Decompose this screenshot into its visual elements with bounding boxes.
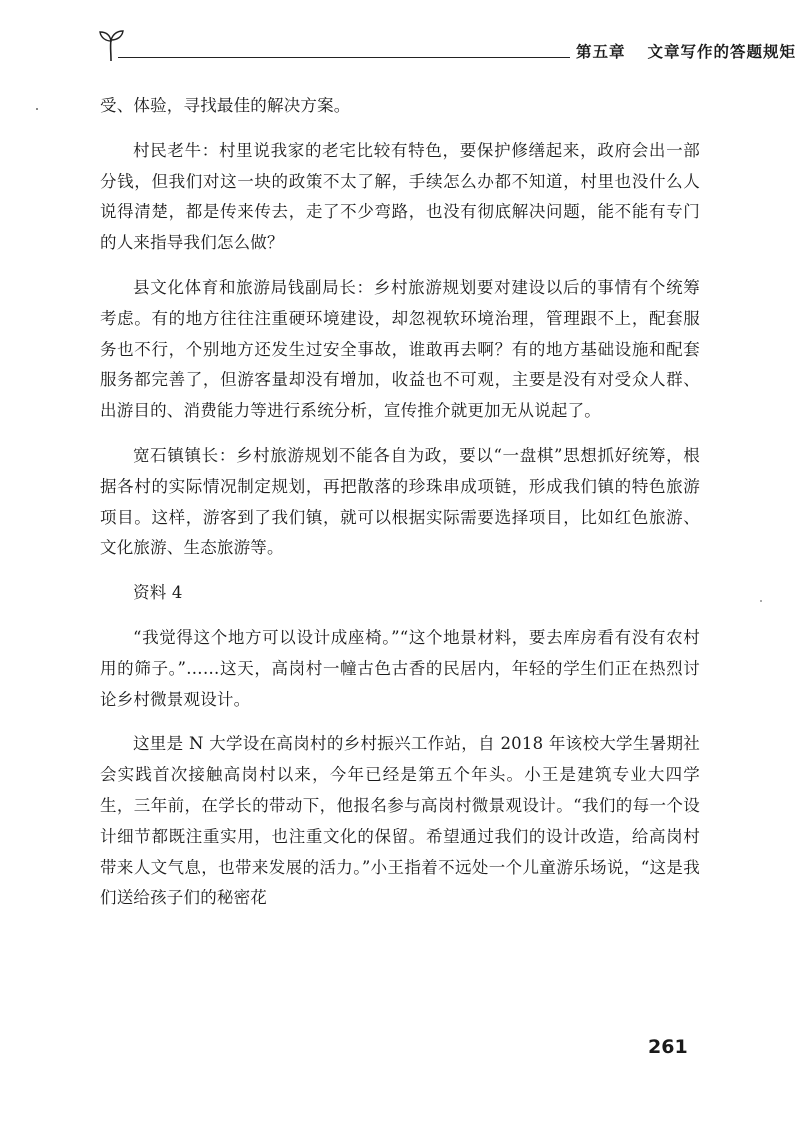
header-rule xyxy=(118,57,570,58)
page-number: 261 xyxy=(648,1036,688,1058)
paragraph-villager-statement: 村民老牛：村里说我家的老宅比较有特色，要保护修缮起来，政府会出一部分钱，但我们对这一块的政策不太了解，手续怎么办都不知道，村里也没什么人说得清楚，都是传来传去，走了不少弯路，也没有彻底解决问题，能不能有专门的人来指导我们怎么做？ xyxy=(100,140,700,253)
paragraph-student-discussion: “我觉得这个地方可以设计成座椅。”“这个地景材料，要去库房看有没有农村用的筛子。”……这天，高岗村一幢古色古香的民居内，年轻的学生们正在热烈讨论乡村微景观设计。 xyxy=(100,627,700,709)
paragraph-workstation: 这里是 N 大学设在高岗村的乡村振兴工作站，自 2018 年该校大学生暑期社会实践首次接触高岗村以来，今年已经是第五个年头。小王是建筑专业大四学生，三年前，在学长的带动下，他报名参与高岗村微景观设计。“我们的每一个设计细节都既注重实用，也注重文化的保留。希望通过我们的设计改造，给高岗村带来人文气息，也带来发展的活力。”小王指着不远处一个儿童游乐场说，“这是我们送给孩子们的秘密花 xyxy=(100,734,700,908)
margin-speck xyxy=(760,600,762,602)
chapter-title: 文章写作的答题规矩 xyxy=(647,43,797,61)
chapter-heading xyxy=(576,40,796,62)
running-header xyxy=(88,26,797,66)
paragraph-deputy-director-statement: 县文化体育和旅游局钱副局长：乡村旅游规划要对建设以后的事情有个统筹考虑。有的地方往往注重硬环境建设，却忽视软环境治理，管理跟不上，配套服务也不行，个别地方还发生过安全事故，谁敢再去啊？有的地方基础设施和配套服务都完善了，但游客量却没有增加，收益也不可观，主要是没有对受众人群、出游目的、消费能力等进行系统分析，宣传推介就更加无从说起了。 xyxy=(100,277,700,421)
body-text xyxy=(100,91,700,928)
paragraph-mayor-statement: 宽石镇镇长：乡村旅游规划不能各自为政，要以“一盘棋”思想抓好统筹，根据各村的实际情况制定规划，再把散落的珍珠串成项链，形成我们镇的特色旅游项目。这样，游客到了我们镇，就可以根据实际需要选择项目，比如红色旅游、文化旅游、生态旅游等。 xyxy=(100,445,700,558)
section-label-material-4: 资料 4 xyxy=(133,583,183,603)
margin-speck xyxy=(36,108,38,110)
header-rule-dotted xyxy=(518,57,570,58)
chapter-number: 第五章 xyxy=(576,43,626,61)
paragraph-continuation: 受、体验，寻找最佳的解决方案。 xyxy=(100,96,351,115)
